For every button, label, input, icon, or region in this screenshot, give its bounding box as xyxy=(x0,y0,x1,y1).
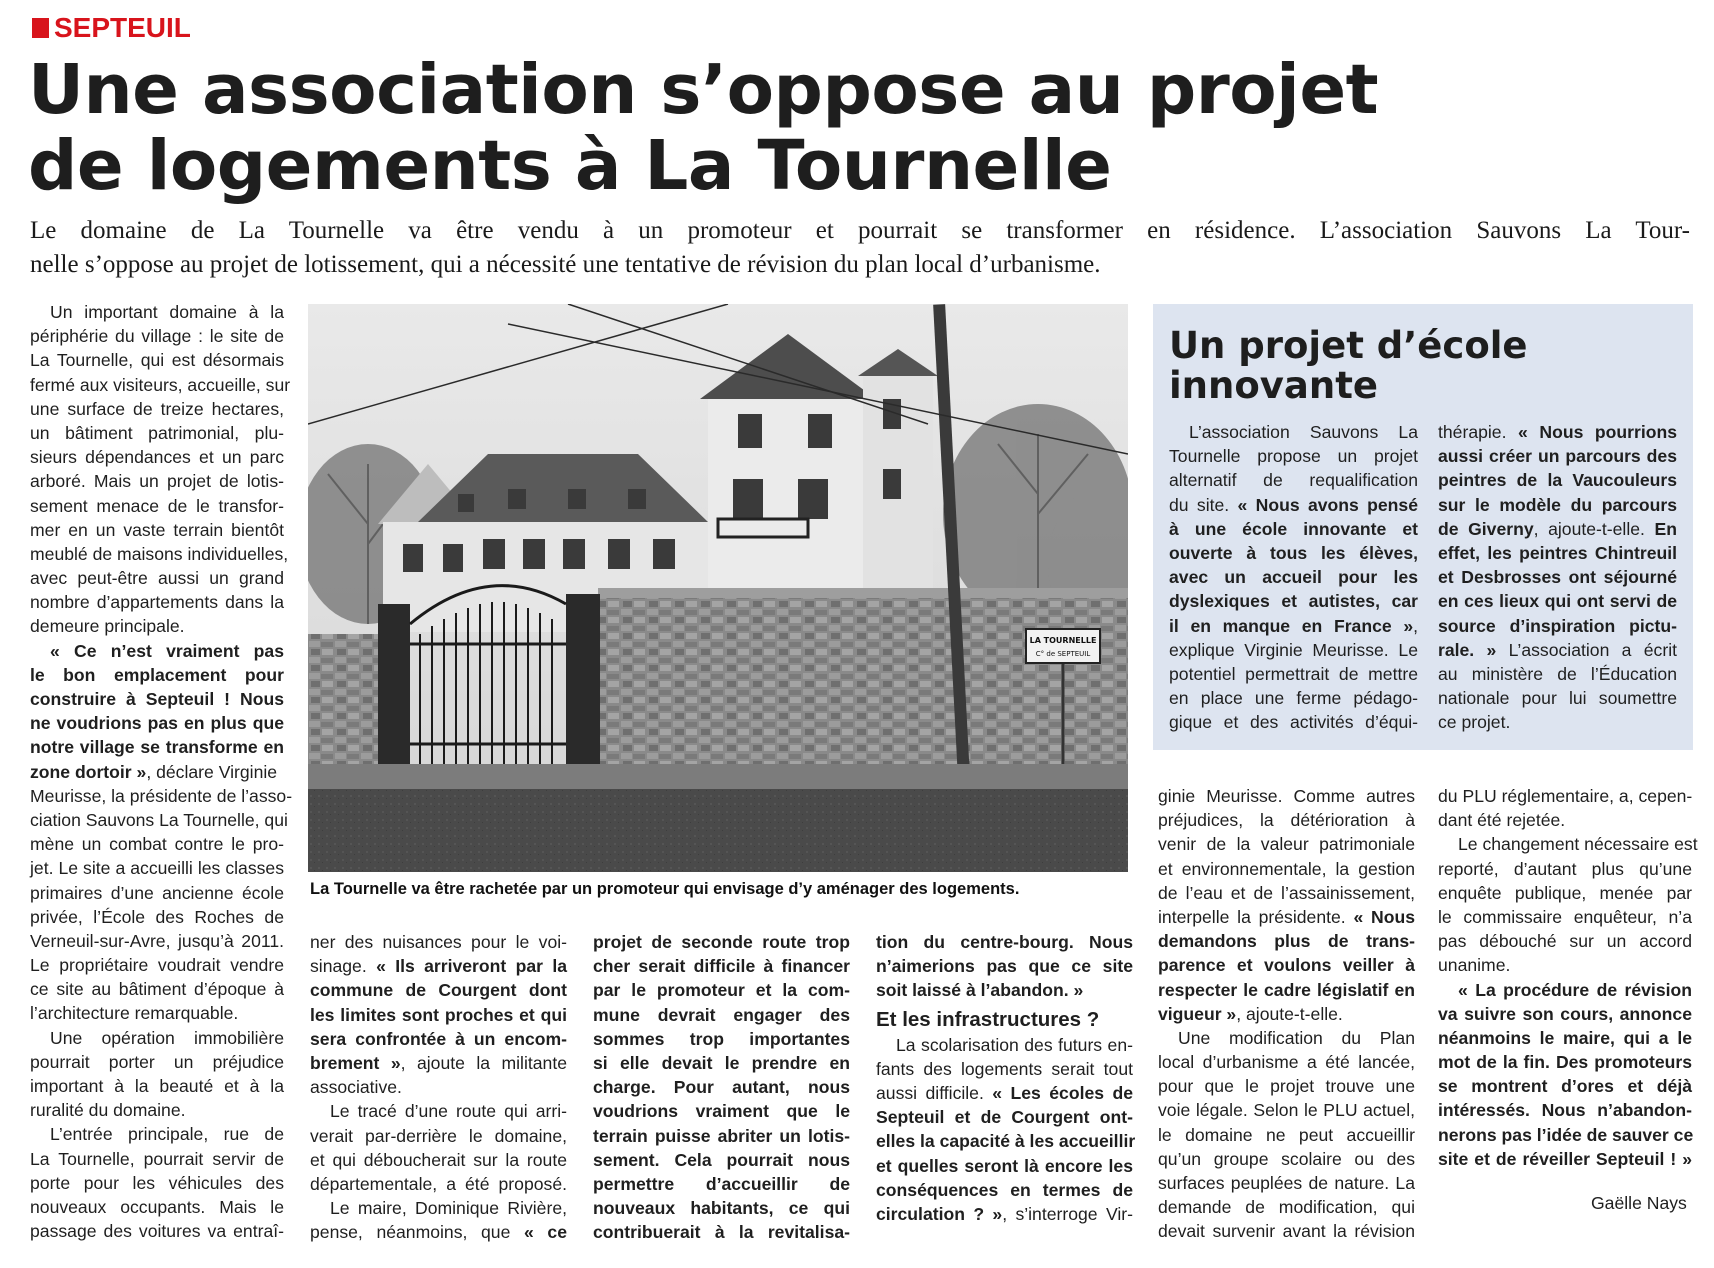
quote-line: si elle devait le prendre en xyxy=(593,1052,850,1073)
text-fragment: , s’interroge Vir- xyxy=(1002,1203,1133,1224)
article-photo xyxy=(308,304,1128,872)
quote-fragment: « Nous pourrions xyxy=(1518,422,1678,442)
text-line: une surface de treize hectares, xyxy=(30,398,284,419)
rubric-marker xyxy=(32,18,49,38)
text-fragment: , ajoute-t-elle. xyxy=(1236,1003,1343,1024)
quote-fragment: « Nous avons pensé xyxy=(1237,494,1418,515)
text-line: jet. Le site a accueilli les classes xyxy=(30,858,284,879)
text-line: porte pour les véhicules des xyxy=(30,1172,284,1193)
quote-line: nerons pas l’idée de sauver ce xyxy=(1438,1124,1694,1145)
quote-fragment: rale. » xyxy=(1438,639,1497,660)
quote-line: permettre d’accueillir de xyxy=(593,1173,850,1194)
quote-line: nouveaux habitants, ce qui xyxy=(593,1198,850,1219)
text-line xyxy=(876,1202,1133,1226)
text-line: Le propriétaire voudrait vendre xyxy=(30,955,284,976)
quote-line: à une école innovante et xyxy=(1169,518,1418,539)
quote-line: avec un accueil pour les xyxy=(1169,567,1418,588)
text-line: et qui déboucherait sur la route xyxy=(310,1149,567,1170)
author-signature: Gaëlle Nays xyxy=(1591,1193,1687,1213)
quote-line: va suivre son cours, annonce xyxy=(1438,1003,1692,1024)
text-line: Tournelle propose un projet xyxy=(1169,446,1418,467)
quote-line: en ces lieux qui ont servi de xyxy=(1438,591,1677,612)
text-line: primaires d’une ancienne école xyxy=(30,882,284,903)
text-line: demande de modification, qui xyxy=(1158,1197,1415,1218)
text-line: ruralité du domaine. xyxy=(30,1100,186,1121)
text-line xyxy=(1169,614,1418,638)
text-line xyxy=(30,760,284,784)
headline-line: Une association s’oppose au projet xyxy=(28,50,1379,130)
quote-line: parence et voulons veiller à xyxy=(1158,955,1415,976)
quote-fragment: il en manque en France » xyxy=(1169,615,1414,636)
text-line: Le maire, Dominique Rivière, xyxy=(330,1198,567,1219)
quote-line: notre village se transforme en xyxy=(30,737,284,758)
headline xyxy=(28,52,1688,204)
quote-line: charge. Pour autant, nous xyxy=(593,1077,850,1098)
quote-line: site et de réveiller Septeuil ! » xyxy=(1438,1148,1692,1169)
quote-line: « Ce n’est vraiment pas xyxy=(50,640,284,661)
text-line: privée, l’École des Roches de xyxy=(30,906,284,927)
text-line: fants des logements serait tout xyxy=(876,1058,1133,1079)
column-2 xyxy=(310,930,567,1244)
text-line: Verneuil-sur-Avre, jusqu’à 2011. xyxy=(30,930,284,951)
column-4 xyxy=(876,930,1136,1226)
text-line: alternatif de requalification xyxy=(1169,470,1418,491)
text-line: ner des nuisances pour le voi- xyxy=(310,932,567,952)
text-line: nationale pour lui soumettre xyxy=(1438,688,1677,709)
text-line: Un important domaine à la xyxy=(50,302,284,322)
quote-line: respecter le cadre législatif en xyxy=(1158,979,1415,1000)
quote-fragment: « Nous xyxy=(1353,906,1415,927)
quote-line: intéressés. Nous n’abandon- xyxy=(1438,1100,1692,1121)
text-line xyxy=(310,1051,567,1075)
text-line: le domaine ne peut accueillir xyxy=(1158,1124,1415,1145)
quote-line: peintres de la Vaucouleurs xyxy=(1438,470,1677,491)
subheading: Et les infrastructures ? xyxy=(876,1007,1100,1031)
quote-fragment: En xyxy=(1654,518,1677,539)
text-line: de l’eau et de l’assainissement, xyxy=(1158,882,1415,903)
quote-line: sera confrontée à un encom- xyxy=(310,1028,567,1049)
text-line: Le changement nécessaire est xyxy=(1458,834,1698,855)
text-line: et environnementale, la gestion xyxy=(1158,858,1415,879)
quote-line: néanmoins le maire, qui a le xyxy=(1438,1027,1692,1048)
quote-line: commune de Courgent dont xyxy=(310,980,567,1001)
text-line: ciation Sauvons La Tournelle, qui xyxy=(30,809,288,830)
quote-line: projet de seconde route trop xyxy=(593,932,850,952)
text-line xyxy=(1169,493,1418,517)
text-fragment: , ajoute-t-elle. xyxy=(1533,518,1655,539)
lead-paragraph xyxy=(30,214,1690,282)
text-fragment: aussi difficile. xyxy=(876,1082,993,1103)
quote-line: sur le modèle du parcours xyxy=(1438,494,1677,515)
quote-line: mot de la fin. Des promoteurs xyxy=(1438,1052,1692,1073)
text-line: voie légale. Selon le PLU actuel, xyxy=(1158,1100,1415,1121)
quote-fragment: de Giverny xyxy=(1438,518,1534,539)
quote-line: construire à Septeuil ! Nous xyxy=(30,689,284,709)
text-line: meublé de maisons individuelles, xyxy=(30,543,289,564)
text-line: au ministère de l’Éducation xyxy=(1438,663,1677,684)
quote-line: n’aimerions pas que ce site xyxy=(876,956,1133,977)
text-line: verait par-derrière le domaine, xyxy=(310,1125,567,1146)
text-line: dant été rejetée. xyxy=(1438,810,1566,831)
quote-line: sement. Cela pourrait nous xyxy=(593,1149,850,1170)
text-fragment: , xyxy=(1413,615,1418,636)
column-1 xyxy=(30,300,293,1243)
quote-line: se montrent d’ores et déjà xyxy=(1438,1076,1692,1097)
text-line: La Tournelle, qui est désormais xyxy=(30,350,284,371)
quote-line: soit laissé à l’abandon. » xyxy=(876,980,1084,1001)
text-line: local d’urbanisme a été lancée, xyxy=(1158,1052,1415,1073)
quote-line: contribuerait à la revitalisa- xyxy=(593,1222,850,1243)
text-line: devait survenir avant la révision xyxy=(1158,1221,1415,1242)
text-line: en place une ferme pédago- xyxy=(1169,688,1418,709)
text-line: qu’un groupe scolaire ou des xyxy=(1158,1148,1415,1169)
text-line: pourrait porter un préjudice xyxy=(30,1051,284,1072)
text-line: potentiel permettrait de mettre xyxy=(1169,663,1418,684)
text-line xyxy=(1438,420,1677,444)
text-line: pas débouché sur un accord xyxy=(1438,931,1692,952)
sidebar-title xyxy=(1169,326,1528,406)
text-fragment: pense, néanmoins, que xyxy=(310,1222,525,1243)
quote-line: elles la capacité à les accueillir xyxy=(876,1131,1136,1152)
text-line: La Tournelle, pourrait servir de xyxy=(30,1148,284,1169)
column-6 xyxy=(1438,784,1698,1171)
text-line xyxy=(1438,517,1677,541)
text-line: surfaces peuplées de nature. La xyxy=(1158,1173,1415,1193)
text-line: pour que le projet trouve une xyxy=(1158,1076,1415,1097)
text-line: mène un combat contre le pro- xyxy=(30,834,284,855)
sidebar-title-line: Un projet d’école xyxy=(1169,324,1528,367)
quote-fragment: brement » xyxy=(310,1052,401,1073)
text-line: demeure principale. xyxy=(30,616,185,637)
text-fragment: thérapie. xyxy=(1438,422,1519,442)
text-line: important à la beauté et à la xyxy=(30,1076,284,1096)
sign-line-1: LA TOURNELLE xyxy=(1029,636,1097,645)
text-fragment: interpelle la présidente. xyxy=(1158,906,1354,927)
headline-line: de logements à La Tournelle xyxy=(28,126,1112,206)
lead-line: nelle s’oppose au projet de lotissement, qui a nécessité une tentative de révision du plan local d’urbanisme. xyxy=(30,251,1101,278)
sidebar-column-left xyxy=(1169,420,1418,734)
quote-line: « La procédure de révision xyxy=(1458,979,1692,1000)
sidebar-box xyxy=(1153,304,1693,750)
text-fragment: , déclare Virginie xyxy=(146,761,278,782)
quote-fragment: circulation ? » xyxy=(876,1203,1003,1224)
text-line: nouveaux occupants. Mais le xyxy=(30,1196,284,1217)
text-line: sieurs dépendances et un parc xyxy=(30,447,284,468)
text-line: explique Virginie Meurisse. Le xyxy=(1169,639,1418,660)
text-line: associative. xyxy=(310,1077,402,1098)
quote-line: aussi créer un parcours des xyxy=(1438,446,1677,467)
quote-fragment: « Les écoles de xyxy=(992,1082,1133,1103)
text-line: fermé aux visiteurs, accueille, sur xyxy=(30,374,291,395)
text-line xyxy=(310,954,567,978)
text-line: gique et des activités d’équi- xyxy=(1169,712,1418,733)
quote-line: dyslexiques et autistes, car xyxy=(1169,591,1418,612)
quote-line: ouverte à tous les élèves, xyxy=(1169,542,1418,563)
quote-line: et Desbrosses ont séjourné xyxy=(1438,567,1677,588)
text-fragment: L’association a écrit xyxy=(1496,639,1677,660)
text-line: sement menace de le transfor- xyxy=(30,495,284,516)
quote-line: source d’inspiration pictu- xyxy=(1438,615,1677,636)
sign-line-2: C° de SEPTEUIL xyxy=(1035,650,1091,658)
column-3 xyxy=(593,930,850,1244)
text-line: du PLU réglementaire, a, cepen- xyxy=(1438,786,1693,806)
quote-line: ne voudrions pas en plus que xyxy=(30,713,284,734)
text-line: nombre d’appartements dans la xyxy=(30,592,284,613)
estate-gate-illustration xyxy=(308,304,1128,872)
text-line: Une modification du Plan xyxy=(1178,1027,1415,1048)
text-line: ginie Meurisse. Comme autres xyxy=(1158,786,1415,806)
quote-line: et quelles seront là encore les xyxy=(876,1155,1133,1176)
sidebar-title-line: innovante xyxy=(1169,364,1378,407)
text-line: l’architecture remarquable. xyxy=(30,1003,239,1024)
text-line: reporté, d’autant plus qu’une xyxy=(1438,858,1692,879)
text-line: ce projet. xyxy=(1438,712,1511,733)
quote-line: demandons plus de trans- xyxy=(1158,931,1415,952)
text-line: passage des voitures va entraî- xyxy=(30,1221,284,1242)
quote-line: terrain puisse abriter un lotis- xyxy=(593,1125,850,1146)
quote-line: Septeuil et de Courgent ont- xyxy=(876,1107,1133,1128)
sidebar-column-right xyxy=(1438,420,1677,734)
text-line: ce site au bâtiment d’époque à xyxy=(30,979,284,1000)
photo-caption: La Tournelle va être rachetée par un promoteur qui envisage d’y aménager des logements. xyxy=(310,880,1020,898)
text-line: préjudices, la détérioration à xyxy=(1158,810,1415,831)
text-line xyxy=(310,1220,567,1244)
text-line: unanime. xyxy=(1438,955,1511,976)
quote-fragment: vigueur » xyxy=(1158,1003,1237,1024)
text-line: le commissaire enquêteur, n’a xyxy=(1438,906,1692,927)
text-line: périphérie du village : le site de xyxy=(30,326,284,347)
text-line: venir de la valeur patrimoniale xyxy=(1158,834,1415,855)
text-line: Le tracé d’une route qui arri- xyxy=(330,1101,567,1122)
text-line: arboré. Mais un projet de lotis- xyxy=(30,471,284,492)
text-line: Meurisse, la présidente de l’asso- xyxy=(30,785,293,806)
text-line: Une opération immobilière xyxy=(50,1027,284,1048)
text-line: un bâtiment patrimonial, plu- xyxy=(30,422,284,443)
quote-line: les limites sont proches et qui xyxy=(310,1004,567,1025)
quote-line: cher serait difficile à financer xyxy=(593,956,850,977)
quote-line: mune devrait engager des xyxy=(593,1004,850,1025)
text-line: La scolarisation des futurs en- xyxy=(896,1034,1133,1055)
text-line xyxy=(876,1081,1133,1105)
text-line: départementale, a été proposé. xyxy=(310,1173,567,1194)
quote-line: sommes trop importantes xyxy=(593,1028,850,1049)
text-line: mer en un vaste terrain bientôt xyxy=(30,519,284,540)
rubric-label: SEPTEUIL xyxy=(54,12,191,43)
quote-line: conséquences en termes de xyxy=(876,1179,1133,1200)
quote-line: effet, les peintres Chintreuil xyxy=(1438,542,1677,563)
quote-line: tion du centre-bourg. Nous xyxy=(876,932,1133,952)
quote-line: par le promoteur et la com- xyxy=(593,980,850,1001)
column-5 xyxy=(1158,784,1415,1244)
text-line: enquête publique, menée par xyxy=(1438,882,1692,903)
text-line: avec peut-être aussi un grand xyxy=(30,568,284,589)
text-line xyxy=(1438,638,1677,662)
text-line: L’association Sauvons La xyxy=(1189,422,1418,442)
section-rubric xyxy=(32,12,191,44)
quote-line: voudrions vraiment que le xyxy=(593,1101,850,1122)
text-line xyxy=(1158,905,1415,929)
quote-fragment: zone dortoir » xyxy=(30,761,147,782)
quote-line: le bon emplacement pour xyxy=(30,664,284,685)
text-fragment: sinage. xyxy=(310,956,377,977)
text-fragment: du site. xyxy=(1169,494,1238,515)
text-line xyxy=(1158,1002,1415,1026)
quote-fragment: « Ils arriveront par la xyxy=(376,956,567,977)
quote-fragment: « ce xyxy=(524,1222,567,1243)
lead-line: Le domaine de La Tournelle va être vendu à un promoteur et pourrait se transformer en résidence. L’association Sauvons La Tour- xyxy=(30,217,1690,244)
text-fragment: , ajoute la militante xyxy=(400,1052,567,1073)
text-line: L’entrée principale, rue de xyxy=(50,1124,284,1145)
